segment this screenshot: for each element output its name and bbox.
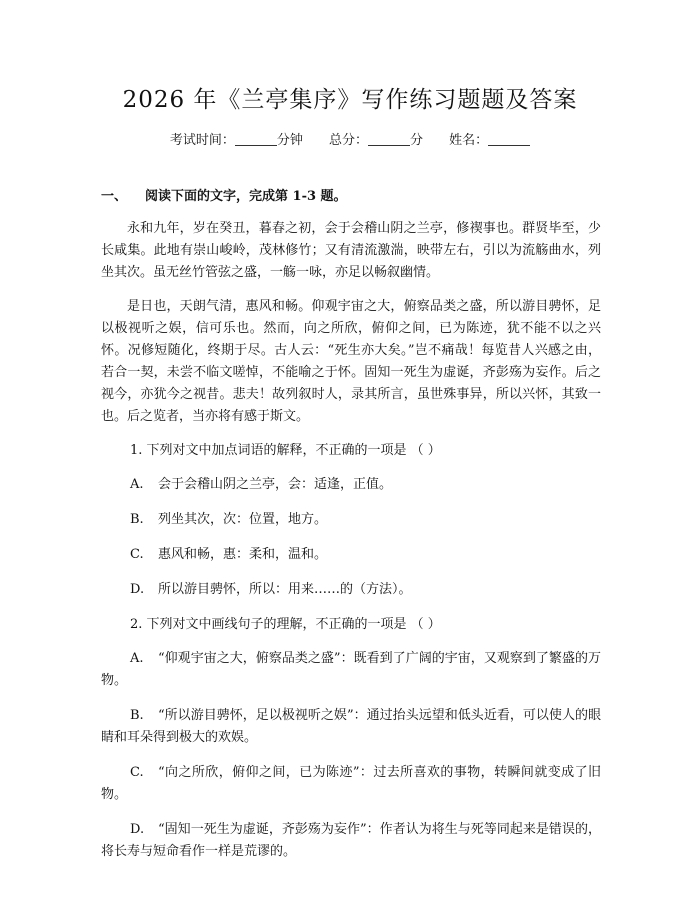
score-blank[interactable] xyxy=(368,131,410,146)
option-letter: A. xyxy=(130,477,144,492)
time-label: 考试时间： xyxy=(169,133,235,148)
score-label: 总分： xyxy=(328,133,368,148)
option-d[interactable] xyxy=(101,819,601,863)
option-text: “所以游目骋怀，足以极视听之娱”：通过抬头远望和低头近看，可以使人的眼睛和耳朵得到极大的欢娱。 xyxy=(101,708,601,745)
document-title: 2026 年《兰亭集序》写作练习题题及答案 xyxy=(122,87,578,113)
option-letter: D. xyxy=(130,582,145,597)
question-stem: 1. 下列对文中加点词语的解释，不正确的一项是 （ ） xyxy=(130,443,441,458)
section-heading xyxy=(101,187,347,207)
option-text: 会于会稽山阴之兰亭，会：适逢，正值。 xyxy=(158,477,393,492)
section-content xyxy=(101,218,601,876)
name-field xyxy=(449,133,530,148)
option-text: “仰观宇宙之大，俯察品类之盛”：既看到了广阔的宇宙，又观察到了繁盛的万物。 xyxy=(101,651,601,688)
option-letter: D. xyxy=(130,822,145,837)
option-b[interactable] xyxy=(101,705,601,749)
option-letter: B. xyxy=(130,708,144,723)
option-a[interactable] xyxy=(101,474,601,496)
passage-paragraph: 永和九年，岁在癸丑，暮春之初，会于会稽山阴之兰亭，修禊事也。群贤毕至，少长咸集。此地有崇山峻岭，茂林修竹；又有清流激湍，映带左右，引以为流觞曲水，列坐其次。虽无丝竹管弦之盛，一觞一咏，亦足以畅叙幽情。 xyxy=(101,221,601,280)
option-text: 列坐其次，次：位置，地方。 xyxy=(158,512,328,527)
section-heading-text: 阅读下面的文字，完成第 1-3 题。 xyxy=(145,189,347,204)
question-2 xyxy=(101,614,601,863)
option-b[interactable] xyxy=(101,509,601,531)
option-text: 惠风和畅，惠：柔和，温和。 xyxy=(158,547,328,562)
option-letter: A. xyxy=(130,651,144,666)
time-unit: 分钟 xyxy=(276,133,303,148)
score-unit: 分 xyxy=(410,133,424,148)
question-1 xyxy=(101,440,601,601)
option-c[interactable] xyxy=(101,544,601,566)
option-letter: B. xyxy=(130,512,144,527)
option-d[interactable] xyxy=(101,579,601,601)
option-letter: C. xyxy=(130,547,144,562)
section-number: 一、 xyxy=(101,189,128,204)
name-blank[interactable] xyxy=(488,131,530,146)
exam-meta xyxy=(0,131,700,151)
score-field xyxy=(329,133,427,148)
option-text: 所以游目骋怀，所以：用来……的（方法）。 xyxy=(158,582,412,597)
name-label: 姓名： xyxy=(449,133,489,148)
option-a[interactable] xyxy=(101,648,601,692)
time-blank[interactable] xyxy=(235,131,277,146)
option-c[interactable] xyxy=(101,762,601,806)
passage-paragraph: 是日也，天朗气清，惠风和畅。仰观宇宙之大，俯察品类之盛，所以游目骋怀，足以极视听之娱，信可乐也。然而，向之所欣，俯仰之间，已为陈迹，犹不能不以之兴怀。况修短随化，终期于尽。古人云：“死生亦大矣。”岂不痛哉！每览昔人兴感之由，若合一契，未尝不临文嗟悼，不能喻之于怀。固知一死生为虚诞，齐彭殇为妄作。后之视今，亦犹今之视昔。悲夫！故列叙时人，录其所言，虽世殊事异，所以兴怀，其致一也。后之览者，当亦将有感于斯文。 xyxy=(101,299,601,424)
question-stem: 2. 下列对文中画线句子的理解，不正确的一项是 （ ） xyxy=(130,617,441,632)
option-letter: C. xyxy=(130,765,144,780)
option-text: “向之所欣，俯仰之间，已为陈迹”：过去所喜欢的事物，转瞬间就变成了旧物。 xyxy=(101,765,601,802)
option-text: “固知一死生为虚诞，齐彭殇为妄作”：作者认为将生与死等同起来是错误的，将长寿与短命看作一样是荒谬的。 xyxy=(101,822,601,859)
time-field xyxy=(170,133,307,148)
